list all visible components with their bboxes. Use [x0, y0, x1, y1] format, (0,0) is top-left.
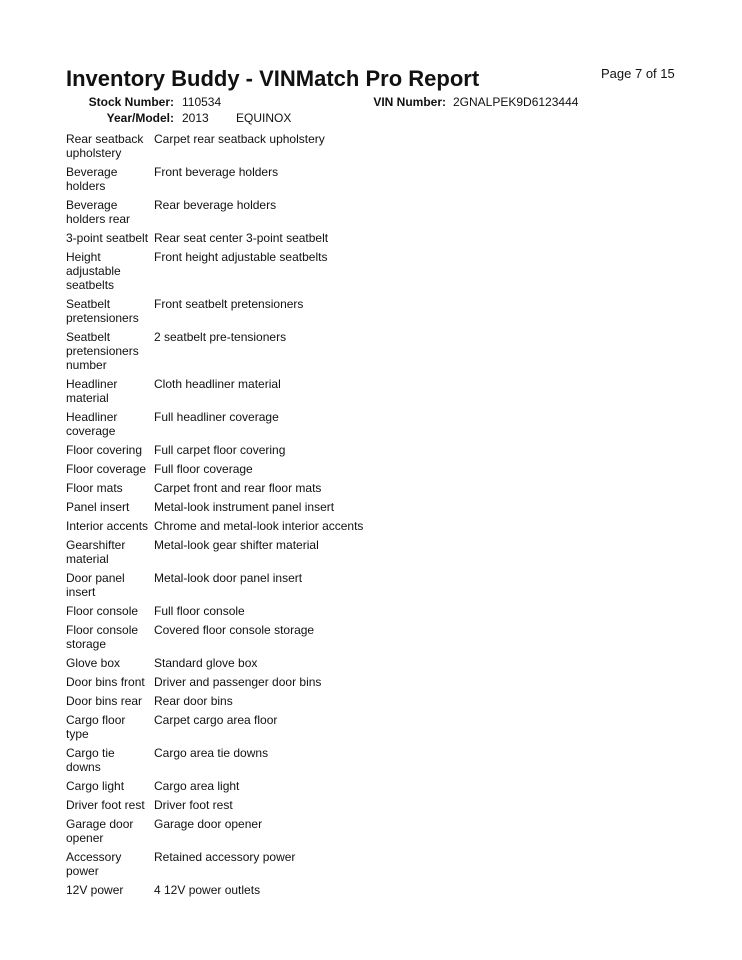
spec-value: Rear beverage holders	[154, 198, 277, 212]
spec-value: Metal-look door panel insert	[154, 571, 303, 585]
spec-value: Retained accessory power	[154, 850, 296, 864]
spec-label: Garage door opener	[66, 817, 134, 845]
vin-number-label: VIN Number:	[373, 95, 446, 109]
spec-row	[66, 462, 363, 481]
spec-row	[66, 675, 363, 694]
spec-row	[66, 817, 363, 850]
spec-row	[66, 500, 363, 519]
spec-row	[66, 250, 363, 297]
spec-row	[66, 746, 363, 779]
spec-label: Cargo tie downs	[66, 746, 115, 774]
spec-row	[66, 850, 363, 883]
spec-label: Height adjustable seatbelts	[66, 250, 121, 292]
spec-row	[66, 571, 363, 604]
spec-row	[66, 779, 363, 798]
spec-table	[66, 132, 363, 902]
spec-value: Carpet cargo area floor	[154, 713, 278, 727]
model-value: EQUINOX	[236, 111, 292, 125]
spec-value: Front height adjustable seatbelts	[154, 250, 328, 264]
spec-label: Beverage holders rear	[66, 198, 131, 226]
spec-label: Beverage holders	[66, 165, 118, 193]
spec-label: Seatbelt pretensioners number	[66, 330, 139, 372]
spec-label: Floor mats	[66, 481, 123, 495]
spec-label: Floor coverage	[66, 462, 147, 476]
spec-value: Metal-look gear shifter material	[154, 538, 319, 552]
spec-value: Cloth headliner material	[154, 377, 281, 391]
spec-label: Floor console storage	[66, 623, 139, 651]
spec-label: Seatbelt pretensioners	[66, 297, 139, 325]
spec-row	[66, 656, 363, 675]
spec-value: Cargo area tie downs	[154, 746, 269, 760]
spec-label: Gearshifter material	[66, 538, 126, 566]
stock-number-value: 110534	[182, 95, 222, 109]
spec-value: Carpet rear seatback upholstery	[154, 132, 325, 146]
spec-value: Full headliner coverage	[154, 410, 279, 424]
spec-row	[66, 198, 363, 231]
spec-value: Chrome and metal-look interior accents	[154, 519, 364, 533]
spec-label: Accessory power	[66, 850, 122, 878]
spec-row	[66, 519, 363, 538]
spec-label: Panel insert	[66, 500, 130, 514]
spec-label: Rear seatback upholstery	[66, 132, 144, 160]
spec-value: 4 12V power outlets	[154, 883, 261, 897]
spec-row	[66, 377, 363, 410]
spec-value: Carpet front and rear floor mats	[154, 481, 322, 495]
spec-row	[66, 481, 363, 500]
spec-value: Standard glove box	[154, 656, 258, 670]
spec-row	[66, 694, 363, 713]
spec-row	[66, 883, 363, 902]
spec-label: Door panel insert	[66, 571, 125, 599]
stock-number-label: Stock Number:	[88, 95, 174, 109]
year-model-label: Year/Model:	[106, 111, 174, 125]
spec-label: Interior accents	[66, 519, 149, 533]
spec-table-body	[66, 132, 363, 902]
spec-row	[66, 798, 363, 817]
spec-label: Cargo floor type	[66, 713, 126, 741]
spec-label: Headliner coverage	[66, 410, 118, 438]
spec-value: Cargo area light	[154, 779, 240, 793]
spec-value: Front seatbelt pretensioners	[154, 297, 304, 311]
spec-label: Door bins rear	[66, 694, 143, 708]
spec-value: Rear door bins	[154, 694, 233, 708]
spec-row	[66, 330, 363, 377]
spec-row	[66, 231, 363, 250]
spec-row	[66, 132, 363, 165]
spec-label: Cargo light	[66, 779, 125, 793]
spec-value: Rear seat center 3-point seatbelt	[154, 231, 329, 245]
spec-value: Full floor coverage	[154, 462, 253, 476]
spec-value: Driver foot rest	[154, 798, 233, 812]
spec-row	[66, 443, 363, 462]
spec-row	[66, 604, 363, 623]
spec-label: Floor covering	[66, 443, 143, 457]
spec-value: Full floor console	[154, 604, 245, 618]
spec-row	[66, 410, 363, 443]
spec-row	[66, 538, 363, 571]
spec-label: Glove box	[66, 656, 121, 670]
spec-row	[66, 623, 363, 656]
spec-label: Headliner material	[66, 377, 118, 405]
spec-label: Door bins front	[66, 675, 145, 689]
spec-value: 2 seatbelt pre-tensioners	[154, 330, 287, 344]
spec-value: Driver and passenger door bins	[154, 675, 322, 689]
spec-value: Garage door opener	[154, 817, 263, 831]
vin-number-value: 2GNALPEK9D6123444	[453, 95, 579, 109]
spec-label: Driver foot rest	[66, 798, 145, 812]
page-number: Page 7 of 15	[601, 66, 675, 81]
spec-row	[66, 713, 363, 746]
year-value: 2013	[182, 111, 209, 125]
spec-value: Metal-look instrument panel insert	[154, 500, 335, 514]
spec-row	[66, 297, 363, 330]
spec-value: Full carpet floor covering	[154, 443, 286, 457]
spec-row	[66, 165, 363, 198]
spec-label: Floor console	[66, 604, 139, 618]
spec-label: 3-point seatbelt	[66, 231, 149, 245]
spec-label: 12V power	[66, 883, 124, 897]
report-title: Inventory Buddy - VINMatch Pro Report	[66, 66, 480, 91]
spec-value: Front beverage holders	[154, 165, 279, 179]
spec-value: Covered floor console storage	[154, 623, 315, 637]
